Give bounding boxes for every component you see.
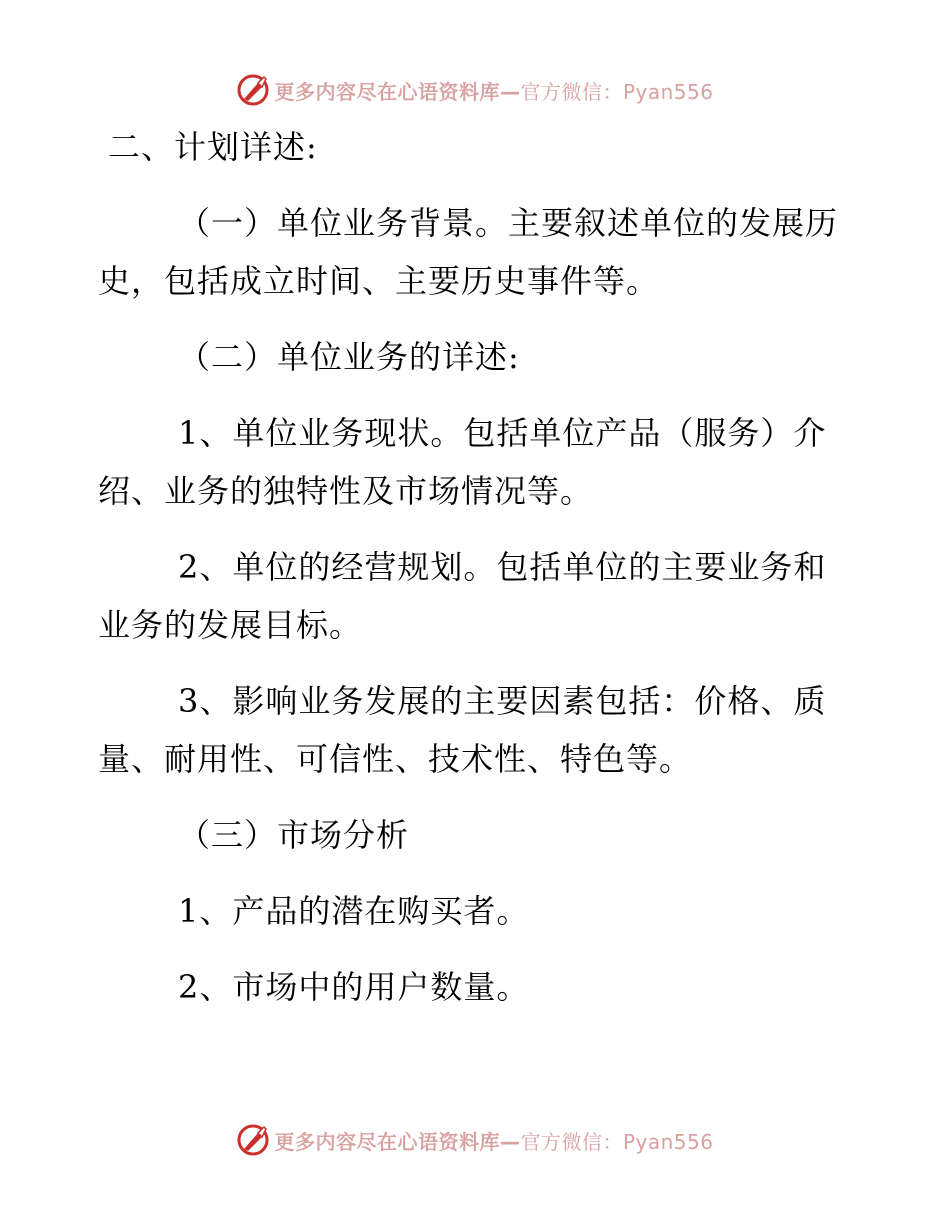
paragraph-line: 业务的发展目标。 (98, 606, 363, 644)
paragraph-line: 史，包括成立时间、主要历史事件等。 (98, 262, 660, 300)
paragraph-market-analysis-heading (98, 806, 844, 864)
paragraph-business-status (98, 404, 844, 520)
banner-wechat: 官方微信：Pyan556 (520, 1129, 714, 1154)
document-body (98, 118, 844, 1016)
pen-logo-icon (236, 1123, 270, 1157)
paragraph-potential-buyers (98, 882, 844, 940)
paragraph-business-details-heading (98, 328, 844, 386)
paragraph-business-plan (98, 538, 844, 654)
banner-wechat: 官方微信：Pyan556 (520, 79, 714, 104)
paragraph-line: （三）市场分析 (178, 816, 410, 854)
footer-banner (0, 1118, 950, 1162)
paragraph-user-count (98, 958, 844, 1016)
paragraph-business-background (98, 194, 844, 310)
paragraph-line: 3、影响业务发展的主要因素包括：价格、质 (178, 682, 827, 720)
banner-text: 更多内容尽在心语资料库—官方微信：Pyan556 (274, 1129, 714, 1154)
paragraph-influence-factors (98, 672, 844, 788)
paragraph-line: （二）单位业务的详述: (178, 338, 520, 376)
banner-text: 更多内容尽在心语资料库—官方微信：Pyan556 (274, 79, 714, 104)
paragraph-line: 1、单位业务现状。包括单位产品（服务）介 (178, 414, 827, 452)
paragraph-line: 1、产品的潜在购买者。 (178, 892, 530, 930)
header-banner (0, 68, 950, 112)
paragraph-line: 2、单位的经营规划。包括单位的主要业务和 (178, 548, 827, 586)
pen-logo-icon (236, 73, 270, 107)
paragraph-line: 2、市场中的用户数量。 (178, 968, 530, 1006)
section-heading (98, 118, 844, 176)
heading-line: 二、计划详述: (108, 128, 318, 166)
paragraph-line: 量、耐用性、可信性、技术性、特色等。 (98, 740, 693, 778)
paragraph-line: 绍、业务的独特性及市场情况等。 (98, 472, 594, 510)
paragraph-line: （一）单位业务背景。主要叙述单位的发展历 (178, 204, 839, 242)
